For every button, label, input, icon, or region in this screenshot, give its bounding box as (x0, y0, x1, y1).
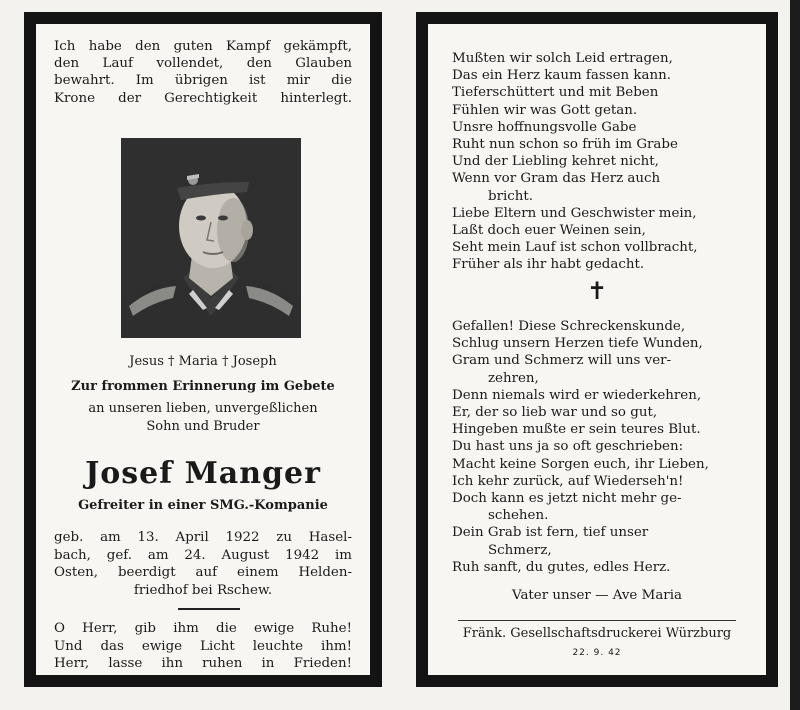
bio-line: bach, gef. am 24. August 1942 im (54, 547, 352, 563)
cross-icon: ✝ (586, 277, 608, 305)
memorial-heading: Zur frommen Erinnerung im Gebete (71, 379, 335, 394)
poem-first (452, 50, 748, 274)
memorial-card-back (416, 12, 778, 687)
deceased-name: Josef Manger (85, 456, 321, 491)
closing-prayer: Vater unser — Ave Maria (512, 588, 682, 603)
relation-line: Sohn und Bruder (146, 419, 260, 434)
poem-line: Tieferschüttert und mit Beben (452, 85, 659, 101)
poem-line: Mußten wir solch Leid ertragen, (452, 51, 673, 66)
poem-line: Früher als ihr habt gedacht. (452, 257, 645, 273)
soldier-portrait (121, 138, 301, 338)
poem-line: Laßt doch euer Weinen sein, (452, 223, 646, 239)
poem-line: Ruh sanft, du gutes, edles Herz. (452, 559, 671, 575)
poem-line: Ich kehr zurück, auf Wiederseh'n! (452, 473, 684, 489)
relation-text (46, 400, 360, 436)
card-front-paper (36, 24, 370, 675)
poem-line: Doch kann es jetzt nicht mehr ge- (452, 491, 682, 507)
portrait-image (121, 138, 301, 338)
bio-line: Osten, beerdigt auf einem Helden- (54, 565, 352, 581)
poem-line: Macht keine Sorgen euch, ihr Lieben, (452, 456, 709, 472)
poem-line: Fühlen wir was Gott getan. (452, 102, 638, 118)
poem-line: Unsre hoffnungsvolle Gabe (452, 119, 637, 135)
poem-line: Schmerz, (488, 542, 552, 558)
invocation: Jesus † Maria † Joseph (129, 354, 277, 369)
poem-line: Denn niemals wird er wiederkehren, (452, 387, 702, 403)
poem-line: Gefallen! Diese Schreckenskunde, (452, 319, 686, 334)
verse-line: den Lauf vollendet, den Glauben (54, 56, 352, 72)
printer-imprint: Fränk. Gesellschaftsdruckerei Würzburg (462, 626, 732, 641)
poem-line: Hingeben mußte er sein teures Blut. (452, 422, 701, 438)
bio-line: geb. am 13. April 1922 zu Hasel- (54, 530, 352, 545)
footer-divider (458, 620, 736, 621)
memorial-card-front (24, 12, 382, 687)
prayer (54, 620, 352, 673)
poem-line: Du hast uns ja so oft geschrieben: (452, 439, 684, 455)
card-back-paper (428, 24, 766, 675)
poem-line: schehen. (488, 508, 549, 524)
bible-verse (54, 38, 352, 107)
poem-line: Und der Liebling kehret nicht, (452, 154, 659, 170)
biography (54, 529, 352, 599)
prayer-line: Und das ewige Licht leuchte ihm! (54, 638, 352, 654)
military-rank: Gefreiter in einer SMG.-Kompanie (78, 498, 328, 513)
verse-line: Ich habe den guten Kampf gekämpft, (54, 39, 352, 54)
print-date: 22. 9. 42 (572, 648, 622, 658)
verse-line: bewahrt. Im übrigen ist mir die (54, 73, 352, 89)
divider (178, 608, 240, 610)
relation-line: an unseren lieben, unvergeßlichen (88, 401, 318, 416)
poem-line: Seht mein Lauf ist schon vollbracht, (452, 240, 698, 256)
poem-line: Er, der so lieb war und so gut, (452, 405, 658, 421)
poem-line: zehren, (488, 370, 539, 386)
poem-line: Liebe Eltern und Geschwister mein, (452, 205, 697, 221)
poem-line: Dein Grab ist fern, tief unser (452, 525, 649, 541)
poem-line: Wenn vor Gram das Herz auch (452, 171, 661, 187)
poem-second (452, 318, 748, 576)
poem-line: Ruht nun schon so früh im Grabe (452, 137, 678, 153)
adjacent-card-edge (790, 0, 800, 710)
poem-line: bricht. (488, 188, 534, 204)
bio-line: friedhof bei Rschew. (133, 582, 273, 598)
poem-line: Das ein Herz kaum fassen kann. (452, 68, 672, 84)
poem-line: Gram und Schmerz will uns ver- (452, 353, 672, 369)
prayer-line: Herr, lasse ihn ruhen in Frieden! (54, 656, 352, 672)
poem-line: Schlug unsern Herzen tiefe Wunden, (452, 336, 703, 352)
prayer-line: O Herr, gib ihm die ewige Ruhe! (54, 621, 352, 636)
verse-line: Krone der Gerechtigkeit hinterlegt. (54, 90, 352, 106)
